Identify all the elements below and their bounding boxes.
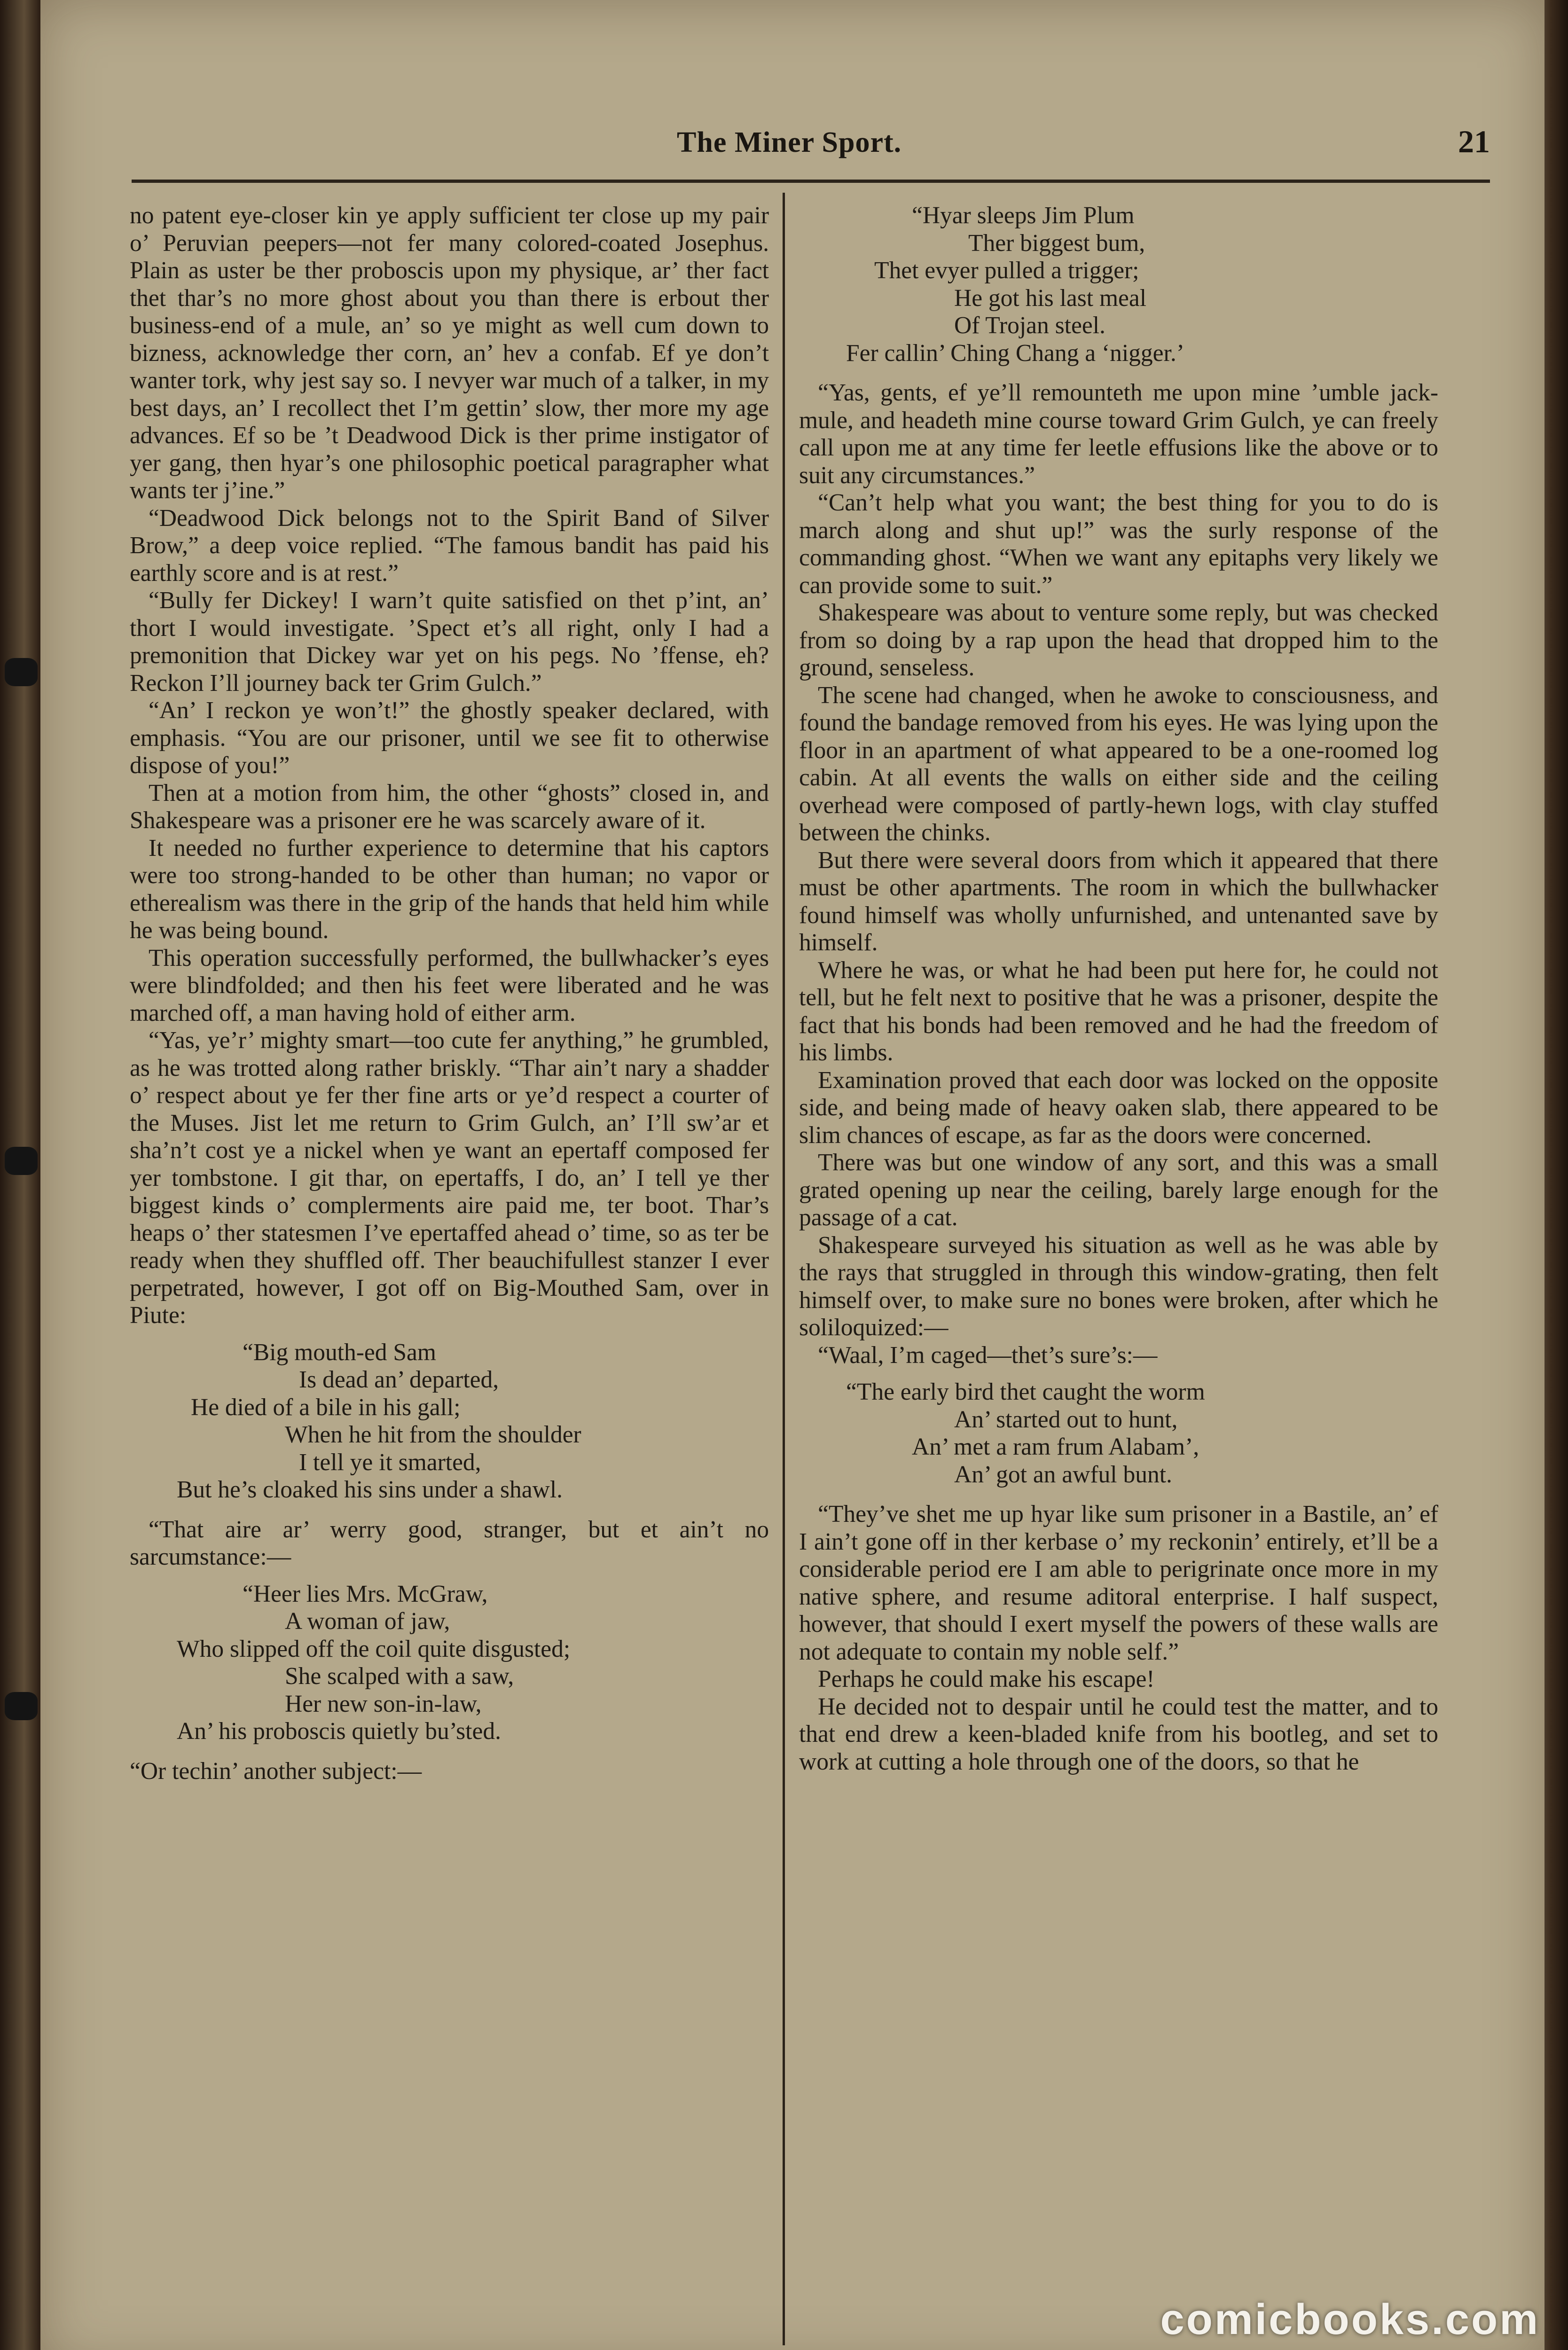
verse-line: Of Trojan steel.: [954, 312, 1105, 339]
paragraph: He decided not to despair until he could test the matter, and to that end drew a keen-bladed knife from his bootleg, and set to work at cutting a hole through one of the doors, so that he: [799, 1693, 1438, 1775]
verse-line: An’ met a ram frum Alabam’,: [912, 1434, 1200, 1460]
paragraph: “Yas, gents, ef ye’ll remounteth me upon mine ’umble jack-mule, and headeth mine course toward Grim Gulch, ye can freely call upon me at any time fer leetle effusions like the above or to suit any circumstances.”: [799, 379, 1438, 489]
paragraph: The scene had changed, when he awoke to consciousness, and found the bandage removed from his eyes. He was lying upon the floor in an apartment of what appeared to be a one-roomed log cabin. At all events the walls on either side and the ceiling overhead were composed of partly-hewn logs, with clay stuffed between the chinks.: [799, 682, 1438, 846]
binding-staple: [5, 1692, 38, 1720]
verse-line: But he’s cloaked his sins under a shawl.: [177, 1476, 563, 1503]
paragraph: There was but one window of any sort, and this was a small grated opening up near the ceiling, barely large enough for the passage of a cat.: [799, 1149, 1438, 1231]
verse-line: “Heer lies Mrs. McGraw,: [243, 1580, 488, 1607]
verse-line: A woman of jaw,: [285, 1608, 450, 1635]
verse-line: Who slipped off the coil quite disgusted;: [177, 1635, 571, 1662]
left-column: [130, 202, 769, 2345]
paragraph: This operation successfully performed, the bullwhacker’s eyes were blindfolded; and then his feet were liberated and he was marched off, a man having hold of either arm.: [130, 944, 769, 1026]
right-column: [799, 202, 1438, 2345]
verse-line: An’ his proboscis quietly bu’sted.: [177, 1718, 501, 1745]
paragraph: “Waal, I’m caged—thet’s sure’s:—: [818, 1341, 1158, 1369]
verse-big-mouthed-sam: [130, 1339, 769, 1504]
binding-staple: [5, 1147, 38, 1175]
verse-line: “Big mouth-ed Sam: [243, 1339, 436, 1366]
verse-jim-plum: [799, 202, 1438, 367]
binding-staple: [5, 658, 38, 686]
page-number: 21: [1458, 124, 1490, 159]
verse-line: “The early bird thet caught the worm: [846, 1379, 1205, 1405]
verse-line: He died of a bile in his gall;: [191, 1394, 461, 1421]
watermark-logo: comicbooks.com: [1160, 2295, 1540, 2343]
paragraph: Shakespeare surveyed his situation as well as he was able by the rays that struggled in through this window-grating, then felt himself over, to make sure no bones were broken, after which he soliloquized:—: [799, 1231, 1438, 1341]
verse-line: “Hyar sleeps Jim Plum: [912, 202, 1135, 229]
verse-line: Fer callin’ Ching Chang a ‘nigger.’: [846, 339, 1184, 367]
paragraph: “Can’t help what you want; the best thing for you to do is march along and shut up!” was the surly response of the commanding ghost. “When we want any epitaphs very likely we can provide some to suit.”: [799, 489, 1438, 599]
verse-line: Thet evyer pulled a trigger;: [874, 257, 1139, 284]
paragraph: Perhaps he could make his escape!: [818, 1666, 1155, 1692]
adjacent-page-edge: [0, 0, 40, 2350]
paragraph: But there were several doors from which it appeared that there must be other apartments. The room in which the bullwhacker found himself was wholly unfurnished, and untenanted save by himself.: [799, 846, 1438, 956]
verse-line: Ther biggest bum,: [968, 229, 1145, 257]
paragraph: “Yas, ye’r’ mighty smart—too cute fer anything,” he grumbled, as he was trotted along rather briskly. “Thar ain’t nary a shadder o’ respect about ye fer ther fine arts or ye’d respect a courter of the Muses. Jist let me return to Grim Gulch, an’ I’ll sw’ar et sha’n’t cost ye a nickel when ye want an epertaff composed fer yer tombstone. I git thar, on epertaffs, I do, an’ I tell ye ther biggest kinds o’ complerments aire paid me, ter boot. Thar’s heaps o’ ther statesmen I’ve epertaffed ahead o’ time, so as ter be ready when they shuffled off. Ther beauchifullest stanzer I ever perpetrated, however, I got off on Big-Mouthed Sam, over in Piute:: [130, 1027, 769, 1329]
paragraph: no patent eye-closer kin ye apply sufficient ter close up my pair o’ Peruvian peepers—not fer many colored-coated Josephus. Plain as uster be ther proboscis upon my physique, ar’ ther fact thet thar’s no more ghost about you than there is erbout ther business-end of a mule, an’ so ye might as well cum down to bizness, acknowledge ther corn, an’ hev a confab. Ef ye don’t wanter tork, why jest say so. I nevyer war much of a talker, in my best days, an’ I recollect thet I’m gettin’ slow, ther more my age advances. Ef so be ’t Deadwood Dick is ther prime instigator of yer gang, then hyar’s one philosophic poetical paragrapher what wants ter j’ine.”: [130, 202, 769, 504]
paragraph: “Or techin’ another subject:—: [130, 1757, 422, 1785]
column-divider: [783, 193, 785, 2345]
paragraph: “Deadwood Dick belongs not to the Spirit Band of Silver Brow,” a deep voice replied. “The famous bandit has paid his earthly score and is at rest.”: [130, 504, 769, 587]
verse-early-bird: [799, 1379, 1438, 1488]
paragraph: Then at a motion from him, the other “ghosts” closed in, and Shakespeare was a prisoner ere he was scarcely aware of it.: [130, 779, 769, 834]
verse-line: He got his last meal: [954, 284, 1147, 312]
verse-line: Is dead an’ departed,: [299, 1366, 499, 1393]
header-rule: [132, 180, 1490, 183]
page-header: [132, 123, 1490, 175]
paragraph: Where he was, or what he had been put here for, he could not tell, but he felt next to positive that he was a prisoner, despite the fact that his bonds had been removed and he had the freedom of his limbs.: [799, 956, 1438, 1066]
verse-line: When he hit from the shoulder: [285, 1421, 581, 1448]
verse-line: An’ started out to hunt,: [954, 1406, 1178, 1433]
paragraph: Examination proved that each door was locked on the opposite side, and being made of heavy oaken slab, there appeared to be slim chances of escape, as far as the doors were concerned.: [799, 1066, 1438, 1149]
verse-line: I tell ye it smarted,: [299, 1449, 481, 1476]
verse-line: She scalped with a saw,: [285, 1663, 514, 1690]
paragraph: “They’ve shet me up hyar like sum prisoner in a Bastile, an’ ef I ain’t gone off in ther kerbase o’ my reckonin’ entirely, et’ll be a considerable period ere I am able to perigrinate once more in my native sphere, and resume aditoral enterprise. I half suspect, however, that should I exert myself the powers of these walls are not adequate to contain my noble self.”: [799, 1501, 1438, 1665]
paragraph: It needed no further experience to determine that his captors were too strong-handed to be other than human; no vapor or etherealism was there in the grip of the hands that held him while he was being bound.: [130, 834, 769, 944]
running-title: The Miner Sport.: [677, 126, 902, 158]
verse-line: An’ got an awful bunt.: [954, 1461, 1172, 1488]
paragraph: Shakespeare was about to venture some reply, but was checked from so doing by a rap upon the head that dropped him to the ground, senseless.: [799, 599, 1438, 681]
paragraph: “Bully fer Dickey! I warn’t quite satisfied on thet p’int, an’ thort I would investigate. ’Spect et’s all right, only I had a premonition that Dickey war yet on his pegs. No ’ffense, eh? Reckon I’ll journey back ter Grim Gulch.”: [130, 587, 769, 697]
verse-mrs-mcgraw: [130, 1581, 769, 1746]
paragraph: “An’ I reckon ye won’t!” the ghostly speaker declared, with emphasis. “You are our prisoner, until we see fit to otherwise dispose of you!”: [130, 697, 769, 779]
verse-line: Her new son-in-law,: [285, 1690, 482, 1717]
paragraph: “That aire ar’ werry good, stranger, but et ain’t no sarcumstance:—: [130, 1516, 769, 1570]
